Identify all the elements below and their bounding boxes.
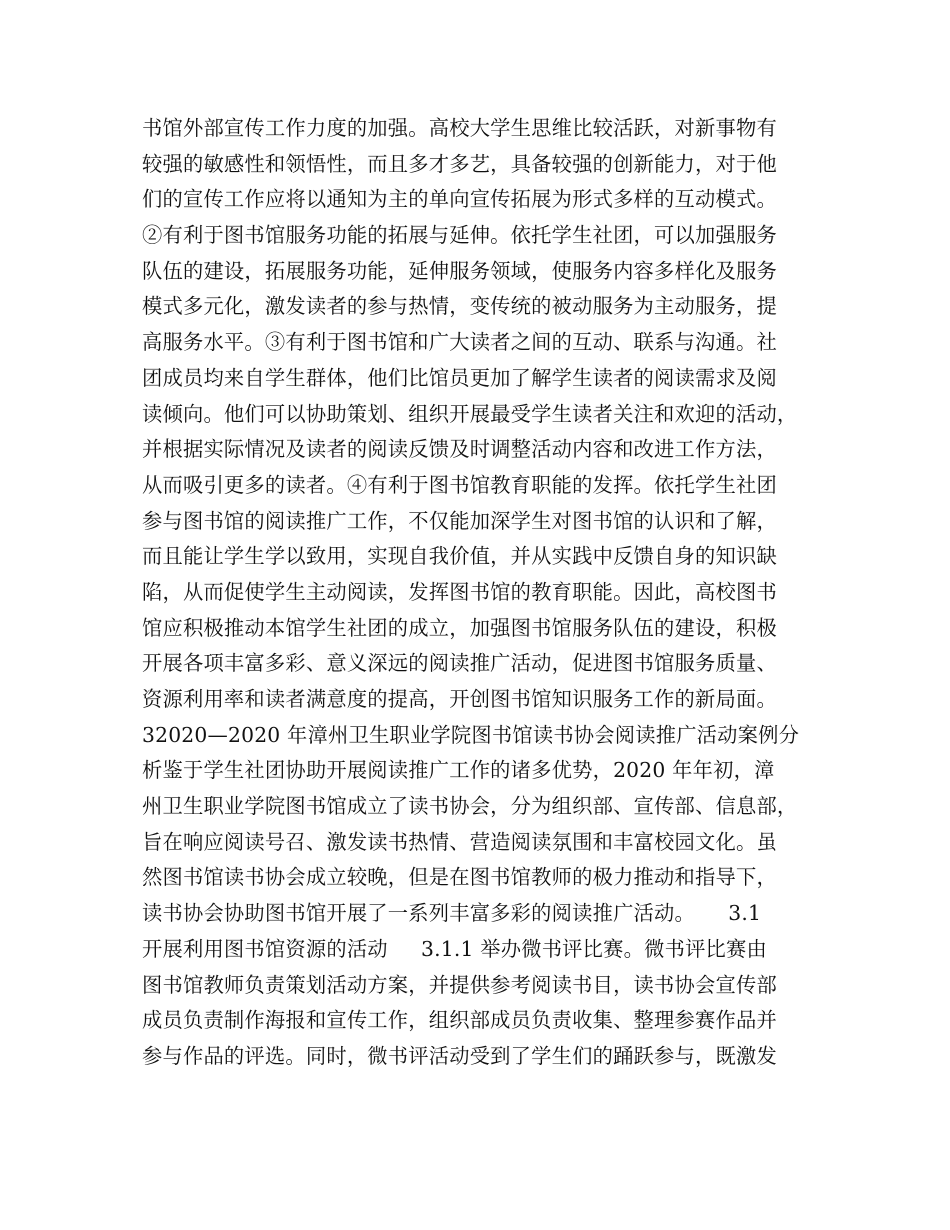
text-line: 参与作品的评选。同时，微书评活动受到了学生们的踊跃参与，既激发 (142, 1043, 777, 1068)
text-line: ②有利于图书馆服务功能的拓展与延伸。依托学生社团，可以加强服务 (142, 223, 777, 248)
text-line: 馆应积极推动本馆学生社团的成立，加强图书馆服务队伍的建设，积极 (142, 615, 777, 640)
text-line: 较强的敏感性和领悟性，而且多才多艺，具备较强的创新能力，对于他 (142, 151, 777, 176)
text-line: 高服务水平。③有利于图书馆和广大读者之间的互动、联系与沟通。社 (142, 330, 777, 355)
text-line: 而且能让学生学以致用，实现自我价值，并从实践中反馈自身的知识缺 (142, 544, 777, 569)
body-text (142, 111, 832, 1075)
text-line: 32020—2020 年漳州卫生职业学院图书馆读书协会阅读推广活动案例分 (142, 722, 800, 747)
text-line: 读书协会协助图书馆开展了一系列丰富多彩的阅读推广活动。 3.1 (142, 901, 762, 926)
text-line: 成员负责制作海报和宣传工作，组织部成员负责收集、整理参赛作品并 (142, 1008, 777, 1033)
text-line: 陷，从而促使学生主动阅读，发挥图书馆的教育职能。因此，高校图书 (142, 579, 777, 604)
text-line: 队伍的建设，拓展服务功能，延伸服务领域，使服务内容多样化及服务 (142, 258, 777, 283)
text-line: 参与图书馆的阅读推广工作，不仅能加深学生对图书馆的认识和了解， (142, 508, 777, 533)
text-line: 读倾向。他们可以协助策划、组织开展最受学生读者关注和欢迎的活动， (142, 401, 798, 426)
text-line: 从而吸引更多的读者。④有利于图书馆教育职能的发挥。依托学生社团 (142, 472, 777, 497)
text-line: 们的宣传工作应将以通知为主的单向宣传拓展为形式多样的互动模式。 (142, 187, 777, 212)
text-line: 图书馆教师负责策划活动方案，并提供参考阅读书目，读书协会宣传部 (142, 972, 777, 997)
text-line: 书馆外部宣传工作力度的加强。高校大学生思维比较活跃，对新事物有 (142, 116, 777, 140)
text-line: 资源利用率和读者满意度的提高，开创图书馆知识服务工作的新局面。 (142, 687, 777, 711)
text-line: 析鉴于学生社团协助开展阅读推广工作的诸多优势，2020 年年初，漳 (142, 758, 775, 783)
text-line: 州卫生职业学院图书馆成立了读书协会，分为组织部、宣传部、信息部， (142, 794, 798, 819)
text-line: 模式多元化，激发读者的参与热情，变传统的被动服务为主动服务，提 (142, 294, 777, 319)
text-line: 团成员均来自学生群体，他们比馆员更加了解学生读者的阅读需求及阅 (142, 365, 777, 390)
text-line: 开展利用图书馆资源的活动 3.1.1 举办微书评比赛。微书评比赛由 (142, 936, 767, 961)
text-line: 并根据实际情况及读者的阅读反馈及时调整活动内容和改进工作方法， (142, 437, 777, 462)
text-line: 开展各项丰富多彩、意义深远的阅读推广活动，促进图书馆服务质量、 (142, 651, 777, 676)
text-line: 旨在响应阅读号召、激发读书热情、营造阅读氛围和丰富校园文化。虽 (142, 829, 777, 854)
text-line: 然图书馆读书协会成立较晚，但是在图书馆教师的极力推动和指导下， (142, 865, 777, 890)
